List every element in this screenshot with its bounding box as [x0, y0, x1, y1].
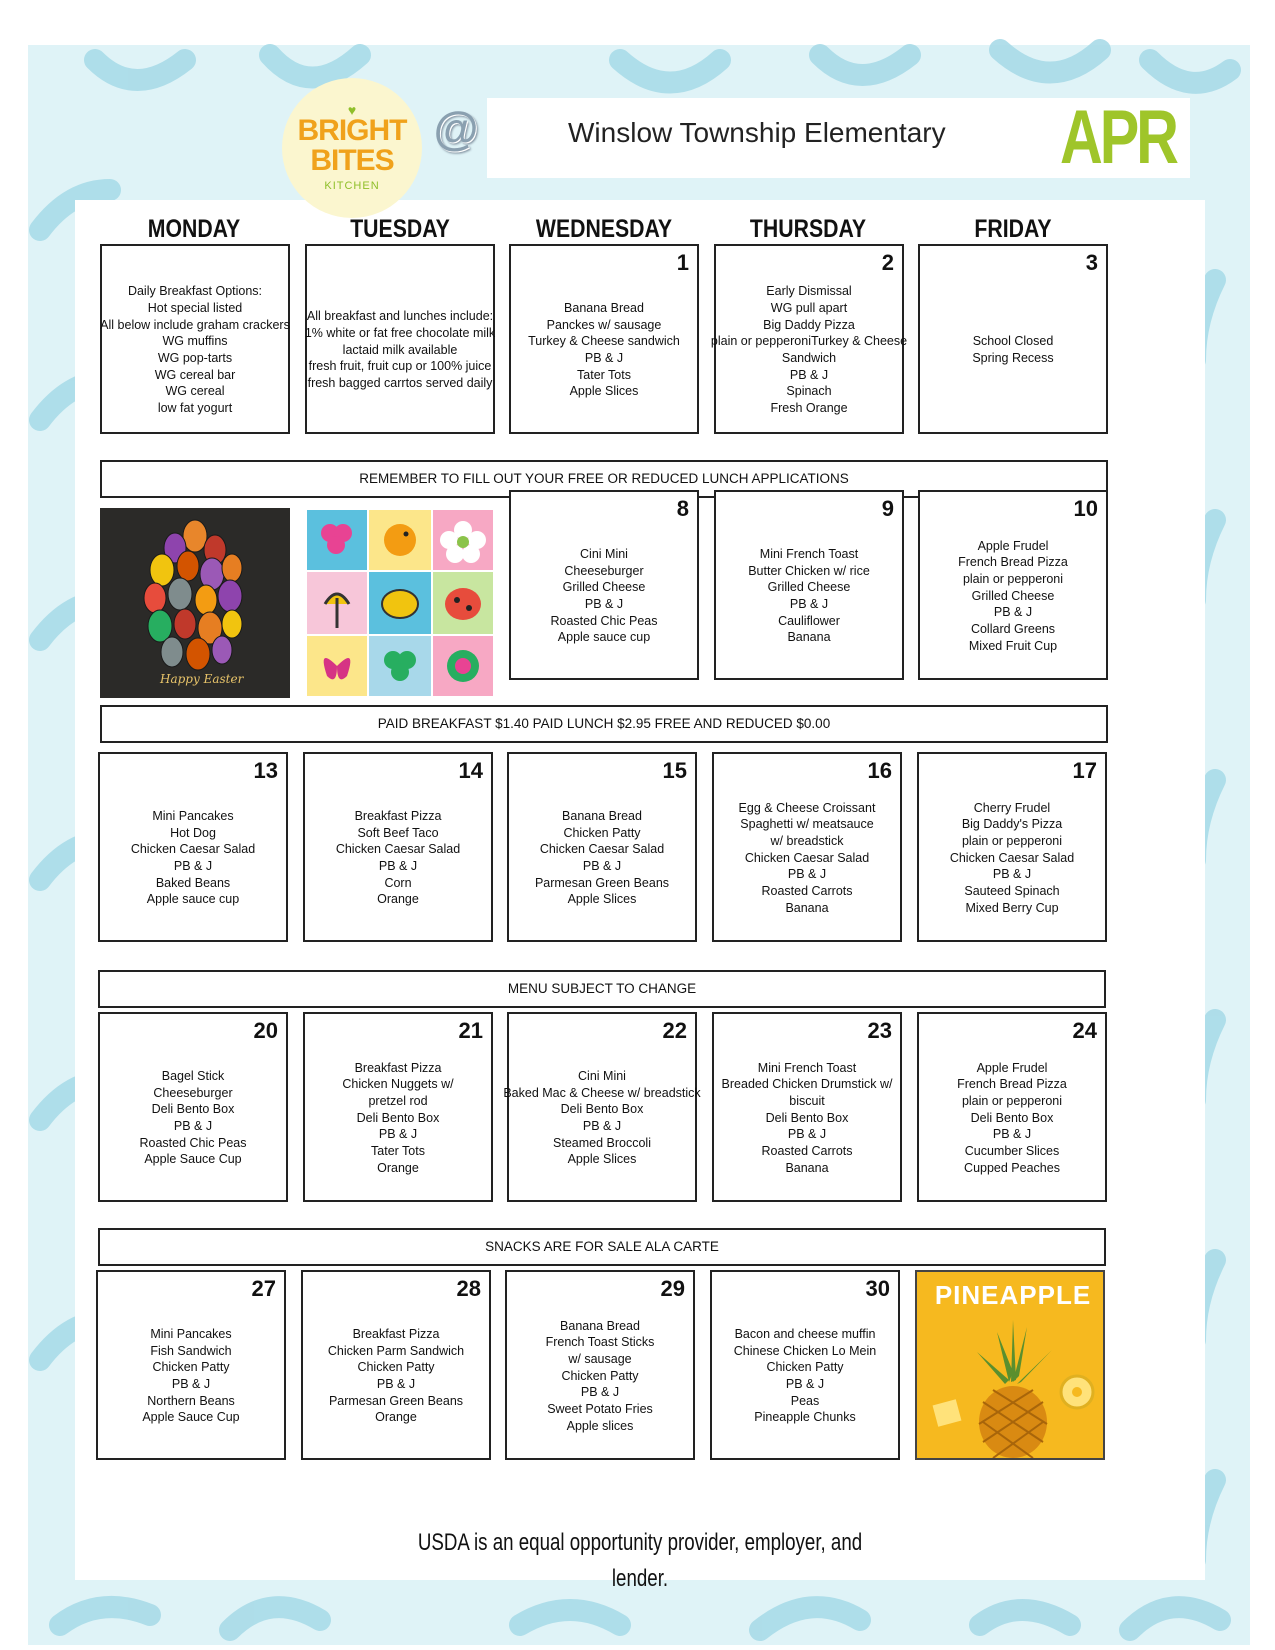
notice-banner: MENU SUBJECT TO CHANGE — [98, 970, 1106, 1008]
menu-item: Turkey & Cheese sandwich — [528, 334, 680, 349]
menu-item: All below include graham crackers — [100, 317, 290, 332]
menu-item: Banana Bread — [560, 1318, 640, 1333]
menu-item: Apple Sauce Cup — [144, 1152, 242, 1167]
menu-items — [720, 518, 898, 674]
day-header-wednesday: WEDNESDAY — [535, 215, 673, 243]
menu-items — [307, 1298, 485, 1454]
menu-item: Steamed Broccoli — [553, 1135, 651, 1150]
menu-item: Orange — [377, 1160, 419, 1175]
menu-item: Mixed Berry Cup — [965, 900, 1059, 915]
menu-item: Mini French Toast — [759, 546, 859, 561]
menu-item: Chicken Caesar Salad — [949, 850, 1075, 865]
date-number: 2 — [881, 250, 894, 275]
menu-item: Spaghetti w/ meatsauce — [740, 817, 874, 832]
date-number: 9 — [881, 496, 894, 521]
date-number: 20 — [253, 1018, 278, 1043]
date-number: 1 — [676, 250, 689, 275]
easter-egg-illustration — [100, 508, 290, 698]
day-header-thursday: THURSDAY — [749, 215, 867, 243]
menu-items — [513, 780, 691, 936]
bright-bites-logo — [282, 78, 422, 218]
menu-item: PB & J — [171, 1377, 211, 1391]
menu-item: Chicken Caesar Salad — [130, 842, 256, 857]
pineapple-title: PINEAPPLE — [934, 1280, 1092, 1310]
menu-items — [304, 272, 496, 428]
menu-item: Roasted Carrots — [761, 884, 853, 899]
menu-item: Northern Beans — [147, 1393, 235, 1408]
menu-item: PB & J — [378, 859, 418, 873]
menu-item: Sauteed Spinach — [964, 884, 1060, 899]
menu-item: Fish Sandwich — [150, 1343, 232, 1358]
day-header-friday: FRIDAY — [974, 215, 1052, 243]
footer-disclaimer: USDA is an equal opportunity provider, employer, and lender. — [417, 1529, 863, 1592]
menu-cell — [509, 490, 699, 680]
menu-item: Cheeseburger — [564, 563, 644, 578]
menu-item: Panckes w/ sausage — [546, 317, 662, 332]
menu-items — [924, 272, 1102, 428]
date-number: 23 — [867, 1018, 892, 1043]
menu-item: Spinach — [786, 384, 832, 399]
date-number: 17 — [1072, 758, 1097, 783]
menu-item: Spring Recess — [972, 351, 1054, 365]
menu-item: Banana Bread — [562, 808, 642, 823]
menu-item: French Bread Pizza — [958, 555, 1068, 570]
menu-item: 1% white or fat free chocolate milk — [304, 325, 496, 340]
menu-item: Soft Beef Taco — [357, 825, 439, 840]
menu-item: plain or pepperoni — [961, 1093, 1063, 1108]
menu-item: Breakfast Pizza — [354, 1060, 442, 1075]
menu-cell — [301, 1270, 491, 1460]
easter-caption: Happy Easter — [160, 672, 244, 686]
menu-items — [923, 780, 1101, 936]
menu-item: French Bread Pizza — [957, 1077, 1067, 1092]
logo-text-bites: BITES — [310, 144, 394, 177]
menu-item: Chicken Caesar Salad — [744, 850, 870, 865]
menu-item: Chicken Parm Sandwich — [327, 1343, 465, 1358]
notice-banner: REMEMBER TO FILL OUT YOUR FREE OR REDUCED LUNCH APPLICATIONS — [100, 460, 1108, 498]
day-header-monday: MONDAY — [147, 215, 241, 243]
month-label: APR — [1060, 95, 1176, 180]
menu-item: fresh bagged carrtos served daily — [307, 376, 493, 391]
menu-items — [924, 518, 1102, 674]
menu-item: Chicken Caesar Salad — [335, 842, 461, 857]
menu-item: lactaid milk available — [342, 342, 458, 357]
school-name: Winslow Township Elementary — [568, 117, 946, 148]
menu-item: PB & J — [378, 1127, 418, 1142]
menu-item: Grilled Cheese — [971, 588, 1055, 603]
menu-item: Chicken Patty — [563, 825, 641, 840]
menu-item: Banana — [785, 1160, 829, 1175]
menu-item: Roasted Carrots — [761, 1144, 853, 1159]
menu-item: Chicken Patty — [766, 1360, 844, 1375]
date-number: 8 — [676, 496, 689, 521]
menu-items — [923, 1040, 1101, 1196]
menu-item: Roasted Chic Peas — [139, 1135, 247, 1150]
menu-item: Banana — [785, 900, 829, 915]
menu-item: Apple sauce cup — [146, 892, 240, 907]
menu-item: Parmesan Green Beans — [534, 875, 670, 890]
menu-item: Mixed Fruit Cup — [968, 638, 1058, 653]
leaf-icon: ♥ — [347, 102, 357, 118]
menu-cell — [505, 1270, 695, 1460]
menu-item: Collard Greens — [970, 622, 1056, 637]
menu-item: fresh fruit, fruit cup or 100% juice — [308, 359, 492, 374]
menu-items — [718, 1040, 896, 1196]
menu-item: Orange — [377, 892, 419, 907]
menu-item: Apple Slices — [569, 384, 639, 399]
menu-items — [309, 1040, 487, 1196]
menu-item: Hot special listed — [147, 300, 243, 315]
spring-tiles-image — [305, 508, 495, 698]
pineapple-illustration — [917, 1272, 1105, 1460]
menu-item: Grilled Cheese — [562, 580, 646, 595]
menu-item: PB & J — [787, 1127, 827, 1142]
menu-item: PB & J — [173, 859, 213, 873]
menu-cell — [710, 244, 908, 434]
menu-cell — [303, 1012, 493, 1202]
menu-item: PB & J — [993, 605, 1033, 620]
menu-item: PB & J — [992, 867, 1032, 882]
menu-items — [104, 780, 282, 936]
menu-item: Big Daddy's Pizza — [961, 817, 1063, 832]
menu-item: PB & J — [582, 859, 622, 873]
menu-item: WG pull apart — [770, 300, 848, 315]
menu-items — [710, 272, 908, 428]
menu-item: Mini Pancakes — [150, 1326, 232, 1341]
menu-item: w/ sausage — [568, 1351, 632, 1366]
menu-cell — [96, 1270, 286, 1460]
menu-items — [718, 780, 896, 936]
menu-cell — [714, 490, 904, 680]
logo-text-kitchen: KITCHEN — [324, 180, 380, 192]
date-number: 16 — [867, 758, 892, 783]
menu-cell — [100, 244, 290, 434]
menu-item: biscuit — [789, 1093, 825, 1108]
menu-item: PB & J — [789, 367, 829, 382]
menu-item: PB & J — [376, 1377, 416, 1391]
menu-items — [102, 1298, 280, 1454]
spring-icons-illustration — [305, 508, 495, 698]
menu-item: All breakfast and lunches include: — [306, 309, 494, 324]
date-number: 3 — [1085, 250, 1098, 275]
menu-cell — [98, 752, 288, 942]
menu-item: Orange — [375, 1410, 417, 1425]
menu-cell — [917, 1012, 1107, 1202]
pricing-banner: PAID BREAKFAST $1.40 PAID LUNCH $2.95 FREE AND REDUCED $0.00 — [100, 705, 1108, 743]
menu-item: Chicken Patty — [357, 1360, 435, 1375]
menu-item: Corn — [384, 875, 412, 890]
menu-item: Apple Slices — [567, 892, 637, 907]
menu-item: Deli Bento Box — [765, 1110, 849, 1125]
menu-item: Big Daddy Pizza — [763, 317, 855, 332]
menu-items — [716, 1298, 894, 1454]
menu-item: Fresh Orange — [770, 401, 848, 416]
menu-item: Chicken Caesar Salad — [539, 842, 665, 857]
menu-item: Bacon and cheese muffin — [734, 1326, 876, 1341]
menu-items — [503, 1040, 701, 1196]
menu-cell — [917, 752, 1107, 942]
date-number: 21 — [458, 1018, 483, 1043]
menu-item: Bagel Stick — [161, 1068, 225, 1083]
menu-item: WG cereal bar — [154, 367, 236, 382]
menu-item: Apple slices — [566, 1418, 634, 1433]
menu-items — [515, 272, 693, 428]
menu-item: Deli Bento Box — [560, 1102, 644, 1117]
menu-item: Apple Frudel — [977, 538, 1049, 553]
menu-item: pretzel rod — [368, 1093, 428, 1108]
menu-item: Breaded Chicken Drumstick w/ — [721, 1077, 893, 1092]
date-number: 10 — [1073, 496, 1098, 521]
menu-item: Cini Mini — [578, 1068, 626, 1083]
menu-item: WG muffins — [162, 334, 228, 349]
logo-text-bright: BRIGHT — [297, 114, 407, 147]
menu-item: Daily Breakfast Options: — [127, 284, 263, 299]
menu-item: Deli Bento Box — [356, 1110, 440, 1125]
menu-item: Chicken Patty — [152, 1360, 230, 1375]
date-number: 13 — [253, 758, 278, 783]
menu-cell — [98, 1012, 288, 1202]
menu-item: Chicken Nuggets w/ — [342, 1077, 454, 1092]
menu-item: PB & J — [789, 597, 829, 611]
menu-item: PB & J — [787, 867, 827, 882]
menu-item: PB & J — [584, 351, 624, 365]
easter-eggs-image — [100, 508, 290, 698]
menu-item: PB & J — [580, 1385, 620, 1400]
menu-cell — [918, 244, 1108, 434]
date-number: 30 — [865, 1276, 890, 1301]
menu-cell — [503, 1012, 701, 1202]
menu-item: plain or pepperoni — [962, 571, 1064, 586]
menu-item: Baked Beans — [155, 875, 231, 890]
menu-item: Deli Bento Box — [970, 1110, 1054, 1125]
menu-item: Breakfast Pizza — [352, 1326, 440, 1341]
menu-item: Banana — [787, 630, 831, 645]
menu-item: Cauliflower — [778, 613, 840, 628]
menu-item: Cucumber Slices — [964, 1144, 1060, 1159]
menu-item: WG cereal — [165, 384, 225, 399]
menu-item: Pineapple Chunks — [754, 1410, 856, 1425]
date-number: 15 — [662, 758, 687, 783]
menu-item: Apple Slices — [567, 1152, 637, 1167]
menu-item: plain or pepperoni — [961, 833, 1063, 848]
menu-item: Cheeseburger — [153, 1085, 233, 1100]
menu-cell — [712, 752, 902, 942]
menu-cell — [509, 244, 699, 434]
menu-items — [511, 1298, 689, 1454]
menu-item: Tater Tots — [577, 367, 631, 382]
menu-item: Apple Sauce Cup — [142, 1410, 240, 1425]
menu-items — [515, 518, 693, 674]
menu-item: Early Dismissal — [766, 284, 852, 299]
menu-item: Apple Frudel — [976, 1060, 1048, 1075]
menu-item: Peas — [790, 1393, 820, 1408]
menu-item: PB & J — [785, 1377, 825, 1391]
menu-item: WG pop-tarts — [157, 351, 233, 365]
menu-item: School Closed — [972, 334, 1054, 349]
menu-item: w/ breadstick — [770, 833, 844, 848]
menu-item: French Toast Sticks — [545, 1335, 655, 1350]
menu-item: Apple sauce cup — [557, 630, 651, 645]
menu-item: PB & J — [584, 597, 624, 611]
date-number: 27 — [251, 1276, 276, 1301]
date-number: 24 — [1072, 1018, 1097, 1043]
menu-cell — [507, 752, 697, 942]
menu-items — [100, 272, 290, 428]
menu-item: Cupped Peaches — [964, 1160, 1060, 1175]
menu-cell — [305, 244, 495, 434]
menu-item: Butter Chicken w/ rice — [748, 563, 870, 578]
menu-cell — [918, 490, 1108, 680]
at-symbol: @ — [433, 102, 479, 154]
pineapple-image — [915, 1270, 1105, 1460]
menu-items — [309, 780, 487, 936]
menu-item: Chinese Chicken Lo Mein — [733, 1343, 877, 1358]
menu-item: Sweet Potato Fries — [547, 1402, 653, 1417]
menu-item: PB & J — [173, 1119, 213, 1133]
menu-item: Sandwich — [781, 351, 837, 365]
date-number: 22 — [662, 1018, 687, 1043]
date-number: 14 — [458, 758, 483, 783]
menu-item: low fat yogurt — [157, 401, 233, 416]
menu-cell — [303, 752, 493, 942]
menu-item: PB & J — [582, 1119, 622, 1133]
menu-item: PB & J — [992, 1127, 1032, 1142]
menu-item: Banana Bread — [564, 300, 644, 315]
menu-item: Grilled Cheese — [767, 580, 851, 595]
menu-item: Mini French Toast — [757, 1060, 857, 1075]
menu-item: Egg & Cheese Croissant — [738, 800, 876, 815]
menu-items — [104, 1040, 282, 1196]
menu-item: Roasted Chic Peas — [550, 613, 658, 628]
menu-item: Parmesan Green Beans — [328, 1393, 464, 1408]
menu-item: Chicken Patty — [561, 1368, 639, 1383]
menu-item: Breakfast Pizza — [354, 808, 442, 823]
menu-cell — [710, 1270, 900, 1460]
menu-item: Mini Pancakes — [152, 808, 234, 823]
menu-item: plain or pepperoniTurkey & Cheese — [710, 334, 908, 349]
menu-item: Hot Dog — [170, 825, 216, 840]
menu-item: Tater Tots — [371, 1144, 425, 1159]
menu-item: Cini Mini — [580, 546, 628, 561]
date-number: 28 — [456, 1276, 481, 1301]
menu-item: Deli Bento Box — [151, 1102, 235, 1117]
date-number: 29 — [660, 1276, 685, 1301]
menu-cell — [712, 1012, 902, 1202]
notice-banner: SNACKS ARE FOR SALE ALA CARTE — [98, 1228, 1106, 1266]
menu-item: Baked Mac & Cheese w/ breadstick — [503, 1085, 701, 1100]
day-header-tuesday: TUESDAY — [350, 215, 450, 243]
menu-item: Cherry Frudel — [973, 800, 1051, 815]
